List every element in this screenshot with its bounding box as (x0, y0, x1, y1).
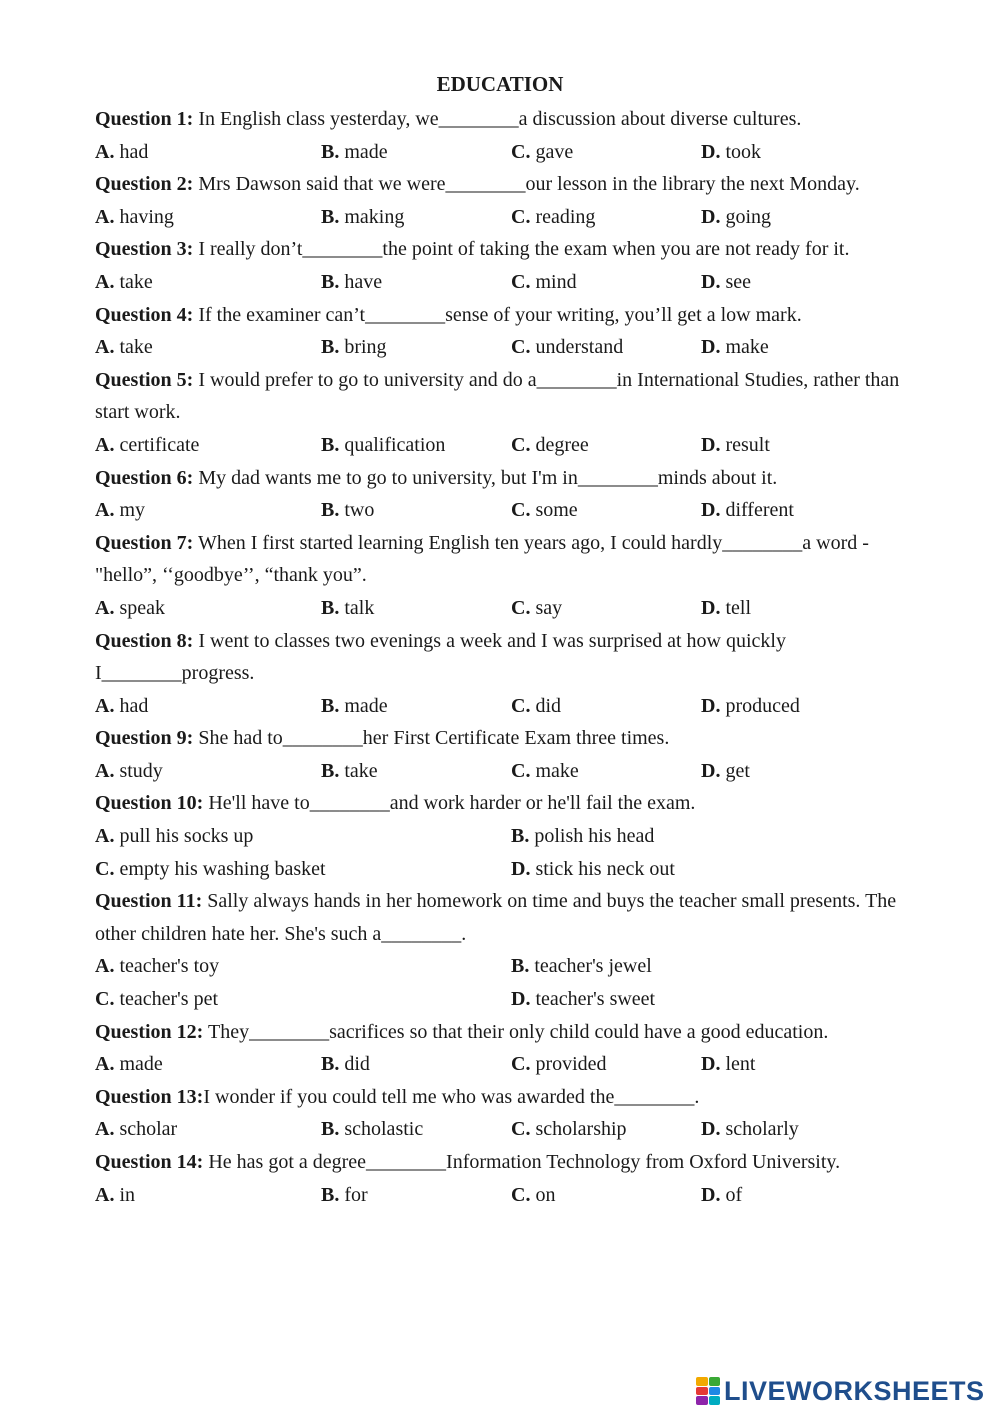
answer-option[interactable] (95, 690, 148, 723)
option-text: get (720, 759, 750, 782)
option-letter: C. (95, 988, 115, 1011)
option-text: did (530, 694, 562, 717)
option-text: scholarship (530, 1118, 627, 1141)
option-text: some (530, 499, 578, 522)
question-text: In English class yesterday, we________a discussion about diverse cultures. (193, 108, 802, 130)
question-14 (95, 1146, 905, 1179)
question-label: Question 9: (95, 727, 194, 750)
option-text: scholar (114, 1118, 178, 1141)
answer-option[interactable] (701, 1048, 755, 1081)
question-12 (95, 1016, 905, 1049)
question-text: If the examiner can’t________sense of your writing, you’ll get a low mark. (193, 303, 802, 326)
answer-option[interactable] (321, 1113, 423, 1146)
answer-option[interactable] (95, 755, 163, 788)
option-letter: C. (511, 596, 531, 619)
option-text: made (339, 140, 388, 163)
answer-option[interactable] (321, 266, 382, 299)
question-13 (95, 1081, 905, 1114)
option-text: speak (114, 596, 165, 619)
question-text: I wonder if you could tell me who was awarded the________. (203, 1085, 700, 1108)
option-text: have (339, 270, 383, 293)
option-letter: B. (321, 205, 340, 228)
question-label: Question 12: (95, 1020, 204, 1043)
answer-option[interactable] (511, 1179, 555, 1212)
option-letter: C. (511, 205, 531, 228)
option-text: bring (339, 336, 387, 359)
option-text: produced (720, 694, 800, 717)
options-row (95, 136, 905, 169)
answer-option[interactable] (511, 494, 578, 527)
answer-option[interactable] (321, 331, 387, 364)
option-text: scholarly (720, 1118, 799, 1141)
option-text: my (114, 499, 146, 522)
option-letter: C. (511, 1183, 531, 1206)
option-text: two (339, 499, 375, 522)
worksheet-page (95, 72, 905, 1211)
answer-option[interactable] (511, 331, 623, 364)
question-text: My dad wants me to go to university, but I'm in________minds about it. (193, 466, 778, 489)
answer-option[interactable] (701, 1113, 799, 1146)
answer-option[interactable] (511, 1113, 627, 1146)
answer-option[interactable] (95, 136, 148, 169)
answer-option[interactable] (321, 1179, 368, 1212)
options-row (95, 331, 905, 364)
option-letter: A. (95, 1183, 115, 1206)
option-text: result (720, 433, 770, 456)
options-row (95, 1048, 905, 1081)
option-letter: A. (95, 140, 115, 163)
option-text: qualification (339, 433, 446, 456)
options-row (95, 592, 905, 625)
option-text: made (339, 694, 388, 717)
answer-option[interactable] (511, 983, 655, 1016)
question-label: Question 10: (95, 792, 204, 815)
answer-option[interactable] (701, 201, 771, 234)
question-label: Question 1: (95, 108, 194, 130)
option-letter: A. (95, 336, 115, 359)
option-letter: D. (701, 1053, 721, 1076)
option-text: having (114, 205, 174, 228)
question-text: She had to________her First Certificate Exam three times. (193, 727, 670, 750)
answer-option[interactable] (511, 592, 562, 625)
answer-option[interactable] (95, 429, 199, 462)
option-letter: C. (511, 1053, 531, 1076)
answer-option[interactable] (321, 136, 388, 169)
option-text: provided (530, 1053, 607, 1076)
option-letter: C. (511, 270, 531, 293)
option-text: pull his socks up (114, 825, 254, 848)
option-letter: C. (511, 1118, 531, 1141)
options-row (95, 950, 905, 983)
question-label: Question 6: (95, 466, 194, 489)
option-text: study (114, 759, 163, 782)
question-label: Question 11: (95, 890, 203, 913)
option-text: take (114, 336, 153, 359)
option-letter: B. (321, 1183, 340, 1206)
options-row (95, 201, 905, 234)
answer-option[interactable] (95, 950, 219, 983)
question-7 (95, 527, 905, 592)
option-letter: A. (95, 270, 115, 293)
answer-option[interactable] (511, 755, 579, 788)
question-label: Question 2: (95, 173, 194, 196)
answer-option[interactable] (95, 983, 218, 1016)
question-text: Sally always hands in her homework on time and buys the teacher small presents. The other children hate her. She's such a________. (95, 890, 897, 945)
option-letter: A. (95, 825, 115, 848)
question-label: Question 3: (95, 238, 194, 261)
option-letter: C. (511, 140, 531, 163)
option-letter: A. (95, 596, 115, 619)
footer-brand (696, 1374, 985, 1408)
options-row (95, 494, 905, 527)
option-letter: C. (511, 433, 531, 456)
options-row (95, 853, 905, 886)
question-2 (95, 168, 905, 201)
question-11 (95, 885, 905, 950)
question-text: I would prefer to go to university and do a________in International Studies, rather than start work. (95, 368, 900, 424)
answer-option[interactable] (701, 331, 769, 364)
options-row (95, 755, 905, 788)
question-text: He has got a degree________Information Technology from Oxford University. (203, 1151, 841, 1173)
option-text: understand (530, 336, 624, 359)
options-row (95, 983, 905, 1016)
option-text: tell (720, 596, 751, 619)
question-1 (95, 103, 905, 136)
option-letter: C. (511, 694, 531, 717)
question-5 (95, 364, 905, 429)
option-text: gave (530, 140, 574, 163)
option-text: teacher's pet (114, 988, 218, 1011)
option-text: talk (339, 596, 375, 619)
option-text: take (114, 270, 153, 293)
option-text: reading (530, 205, 596, 228)
answer-option[interactable] (321, 494, 374, 527)
option-letter: A. (95, 205, 115, 228)
option-letter: B. (321, 336, 340, 359)
option-text: degree (530, 433, 589, 456)
options-row (95, 820, 905, 853)
option-letter: D. (701, 270, 721, 293)
option-letter: D. (511, 988, 531, 1011)
answer-option[interactable] (701, 429, 770, 462)
option-text: of (720, 1183, 743, 1206)
options-row (95, 266, 905, 299)
answer-option[interactable] (321, 690, 388, 723)
answer-option[interactable] (321, 592, 374, 625)
option-letter: B. (321, 1053, 340, 1076)
option-letter: D. (701, 1118, 721, 1141)
option-letter: A. (95, 694, 115, 717)
answer-option[interactable] (321, 201, 404, 234)
answer-option[interactable] (95, 331, 153, 364)
answer-option[interactable] (95, 1179, 135, 1212)
option-text: different (720, 499, 794, 522)
option-text: did (339, 1053, 370, 1076)
option-letter: B. (321, 596, 340, 619)
option-letter: D. (701, 759, 721, 782)
option-letter: A. (95, 1053, 115, 1076)
question-list (95, 103, 905, 1211)
option-text: had (114, 140, 149, 163)
option-text: lent (720, 1053, 756, 1076)
option-text: make (720, 336, 769, 359)
option-letter: A. (95, 433, 115, 456)
option-letter: C. (511, 499, 531, 522)
question-text: Mrs Dawson said that we were________our lesson in the library the next Monday. (193, 173, 860, 196)
option-letter: B. (321, 433, 340, 456)
question-3 (95, 233, 905, 266)
option-letter: B. (321, 270, 340, 293)
answer-option[interactable] (95, 494, 145, 527)
question-6 (95, 462, 905, 495)
option-letter: A. (95, 759, 115, 782)
answer-option[interactable] (95, 853, 326, 886)
question-text: I really don’t________the point of taking the exam when you are not ready for it. (193, 238, 850, 261)
option-letter: C. (95, 857, 115, 880)
question-label: Question 5: (95, 368, 194, 391)
option-text: empty his washing basket (114, 857, 326, 880)
answer-option[interactable] (511, 853, 675, 886)
option-letter: D. (701, 205, 721, 228)
options-row (95, 429, 905, 462)
answer-option[interactable] (701, 136, 761, 169)
question-9 (95, 722, 905, 755)
answer-option[interactable] (701, 494, 794, 527)
page-title: EDUCATION (436, 72, 564, 96)
answer-option[interactable] (701, 755, 750, 788)
answer-option[interactable] (511, 1048, 607, 1081)
option-text: made (114, 1053, 163, 1076)
option-text: on (530, 1183, 556, 1206)
answer-option[interactable] (511, 950, 652, 983)
question-4 (95, 299, 905, 332)
question-label: Question 4: (95, 303, 194, 326)
option-text: making (339, 205, 405, 228)
question-text: They________sacrifices so that their only child could have a good education. (203, 1020, 829, 1043)
question-text: I went to classes two evenings a week and I was surprised at how quickly I________progress. (95, 629, 786, 685)
brand-name: LIVEWORKSHEETS (724, 1375, 985, 1406)
answer-option[interactable] (95, 592, 165, 625)
answer-option[interactable] (95, 1113, 177, 1146)
option-letter: B. (321, 694, 340, 717)
option-text: had (114, 694, 149, 717)
option-letter: B. (321, 1118, 340, 1141)
options-row (95, 1179, 905, 1212)
answer-option[interactable] (511, 266, 577, 299)
option-letter: B. (321, 140, 340, 163)
option-letter: B. (511, 955, 530, 978)
answer-option[interactable] (321, 429, 445, 462)
option-text: stick his neck out (530, 857, 675, 880)
option-letter: D. (701, 433, 721, 456)
option-text: scholastic (339, 1118, 424, 1141)
option-text: polish his head (529, 825, 655, 848)
answer-option[interactable] (95, 266, 153, 299)
option-text: take (339, 759, 378, 782)
answer-option[interactable] (701, 266, 751, 299)
answer-option[interactable] (701, 592, 751, 625)
option-letter: D. (511, 857, 531, 880)
option-text: teacher's sweet (530, 988, 656, 1011)
answer-option[interactable] (701, 1179, 742, 1212)
question-text: He'll have to________and work harder or he'll fail the exam. (203, 792, 696, 815)
options-row (95, 690, 905, 723)
option-text: for (339, 1183, 368, 1206)
option-letter: D. (701, 336, 721, 359)
question-text: When I first started learning English ten years ago, I could hardly________a word - "hello”, ‘‘goodbye’’, “thank you”. (95, 531, 869, 587)
answer-option[interactable] (701, 690, 800, 723)
option-text: make (530, 759, 579, 782)
option-text: teacher's jewel (529, 955, 652, 978)
answer-option[interactable] (511, 201, 595, 234)
answer-option[interactable] (95, 820, 253, 853)
answer-option[interactable] (321, 755, 378, 788)
option-text: going (720, 205, 772, 228)
option-letter: A. (95, 1118, 115, 1141)
option-letter: C. (511, 336, 531, 359)
option-letter: B. (511, 825, 530, 848)
liveworksheets-logo-icon (696, 1377, 720, 1405)
answer-option[interactable] (511, 429, 589, 462)
answer-option[interactable] (95, 201, 174, 234)
answer-option[interactable] (511, 136, 573, 169)
option-text: in (114, 1183, 136, 1206)
option-text: say (530, 596, 563, 619)
option-text: certificate (114, 433, 200, 456)
answer-option[interactable] (95, 1048, 163, 1081)
option-letter: A. (95, 499, 115, 522)
answer-option[interactable] (321, 1048, 370, 1081)
answer-option[interactable] (511, 820, 654, 853)
option-text: see (720, 270, 751, 293)
answer-option[interactable] (511, 690, 561, 723)
option-letter: D. (701, 694, 721, 717)
option-letter: B. (321, 759, 340, 782)
question-label: Question 13: (95, 1085, 204, 1108)
question-label: Question 14: (95, 1151, 204, 1173)
option-letter: C. (511, 759, 531, 782)
question-label: Question 7: (95, 531, 194, 554)
options-row (95, 1113, 905, 1146)
option-letter: D. (701, 1183, 721, 1206)
option-text: mind (530, 270, 577, 293)
option-text: took (720, 140, 762, 163)
option-letter: B. (321, 499, 340, 522)
option-letter: A. (95, 955, 115, 978)
option-letter: D. (701, 499, 721, 522)
question-8 (95, 625, 905, 690)
question-10 (95, 787, 905, 820)
option-text: teacher's toy (114, 955, 220, 978)
question-label: Question 8: (95, 629, 194, 652)
option-letter: D. (701, 140, 721, 163)
option-letter: D. (701, 596, 721, 619)
